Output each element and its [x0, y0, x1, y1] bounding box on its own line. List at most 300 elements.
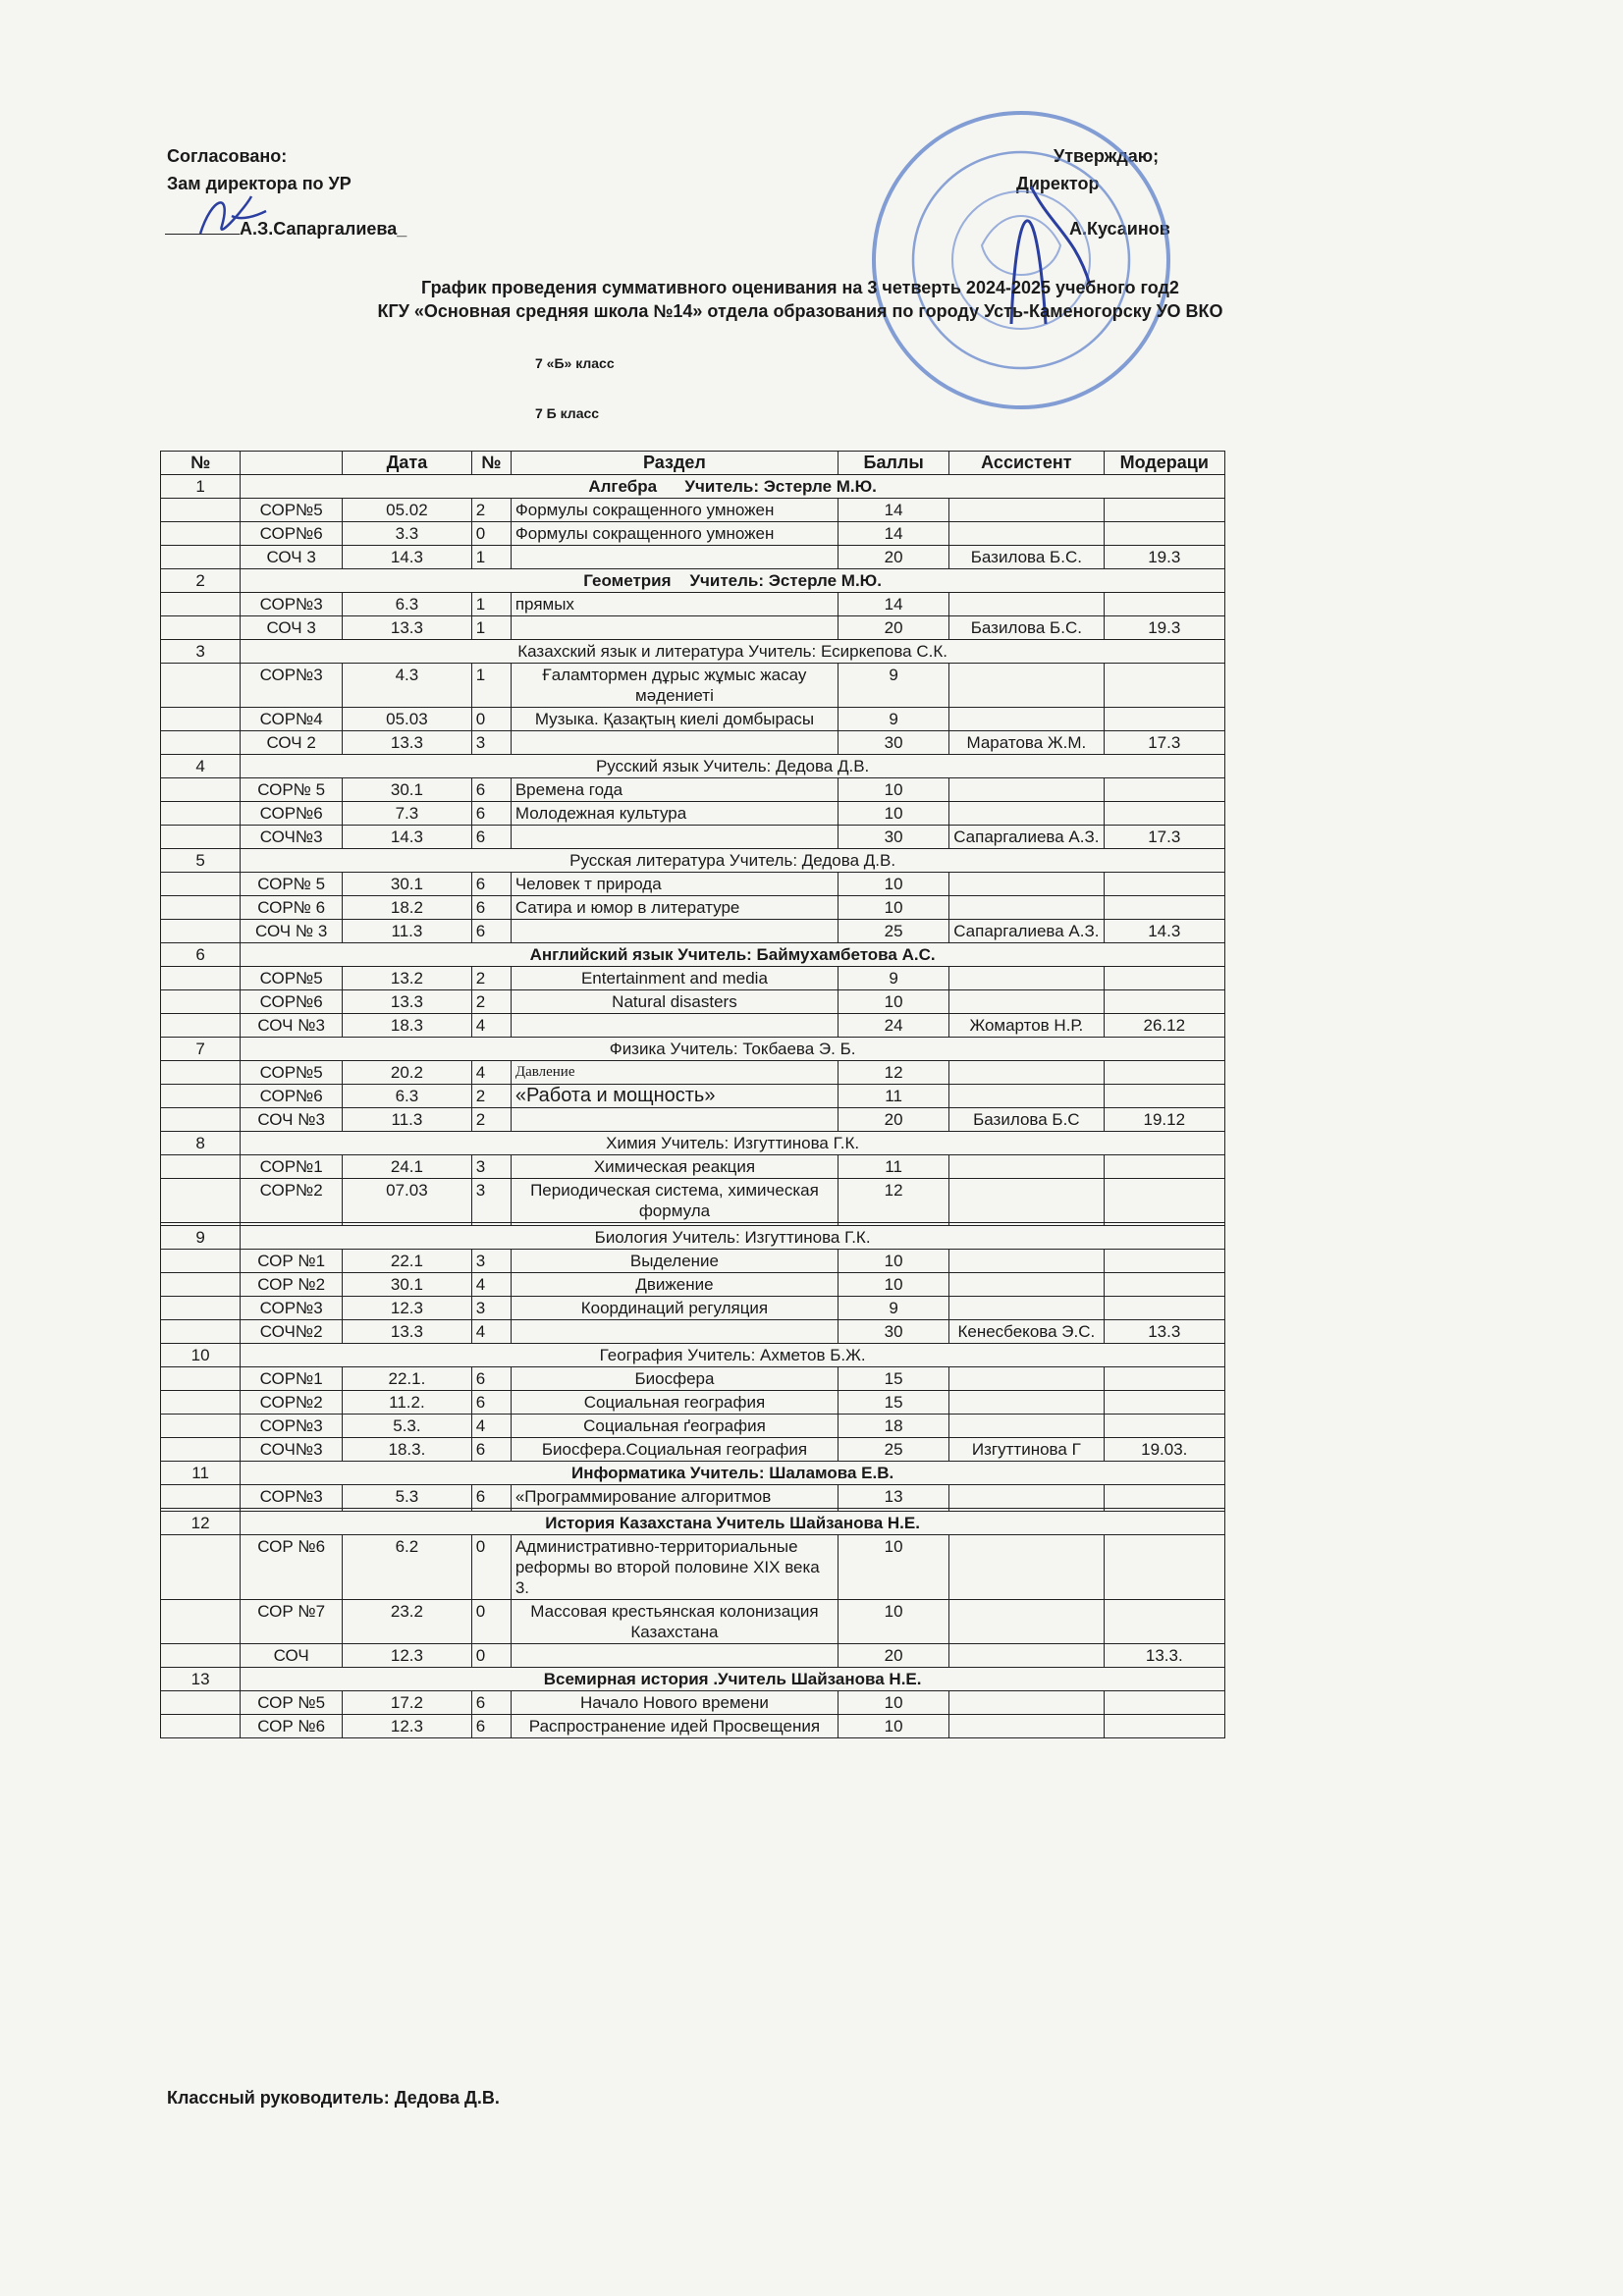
assessment-points: 10: [839, 1250, 949, 1273]
assessment-date: 13.3: [343, 616, 472, 640]
col-number: №: [161, 452, 241, 475]
table-row: [161, 1250, 1225, 1273]
assessment-assistant: Маратова Ж.М.: [949, 731, 1104, 755]
assessment-assistant: Базилова Б.С.: [949, 546, 1104, 569]
empty-cell: [161, 920, 241, 943]
assessment-section: Начало Нового времени: [511, 1691, 838, 1715]
table-row: [161, 1179, 1225, 1223]
assessment-points: 9: [839, 664, 949, 708]
assessment-section: «Программирование алгоритмов: [511, 1485, 838, 1509]
subject-number: 1: [161, 475, 241, 499]
title-line-2: КГУ «Основная средняя школа №14» отдела образования по городу Усть-Каменогорску УО ВКО: [377, 301, 1223, 321]
assessment-points: 24: [839, 1014, 949, 1038]
assessment-num: 2: [471, 967, 511, 990]
assessment-points: 10: [839, 873, 949, 896]
assessment-date: 22.1.: [343, 1367, 472, 1391]
assessment-section: Периодическая система, химическая формула: [511, 1179, 838, 1223]
table-row: [161, 1438, 1225, 1462]
empty-cell: [161, 1691, 241, 1715]
empty-cell: [161, 873, 241, 896]
subject-row: [161, 1038, 1225, 1061]
assessment-type: СОР№3: [241, 1297, 343, 1320]
assessment-moderation: [1104, 593, 1224, 616]
assessment-points: 20: [839, 616, 949, 640]
assessment-date: 11.2.: [343, 1391, 472, 1415]
empty-cell: [161, 522, 241, 546]
assessment-assistant: [949, 873, 1104, 896]
assessment-date: 12.3: [343, 1297, 472, 1320]
assessment-date: 30.1: [343, 873, 472, 896]
empty-cell: [161, 1415, 241, 1438]
assessment-assistant: [949, 664, 1104, 708]
assessment-points: 11: [839, 1085, 949, 1108]
table-row: [161, 546, 1225, 569]
assessment-type: СОР№6: [241, 1085, 343, 1108]
assessment-num: 6: [471, 873, 511, 896]
assessment-section: Химическая реакция: [511, 1155, 838, 1179]
assessment-assistant: [949, 522, 1104, 546]
subject-row: [161, 1668, 1225, 1691]
subject-number: 8: [161, 1132, 241, 1155]
empty-cell: [161, 1273, 241, 1297]
col-date: Дата: [343, 452, 472, 475]
assessment-type: СОР№6: [241, 802, 343, 826]
assessment-points: 20: [839, 1108, 949, 1132]
table-row: [161, 802, 1225, 826]
assessment-section: Natural disasters: [511, 990, 838, 1014]
assessment-num: 6: [471, 802, 511, 826]
table-row: [161, 967, 1225, 990]
subject-title: География Учитель: Ахметов Б.Ж.: [241, 1344, 1225, 1367]
subject-title: Алгебра Учитель: Эстерле М.Ю.: [241, 475, 1225, 499]
deputy-label: Зам директора по УР: [167, 174, 352, 193]
assessment-assistant: [949, 1250, 1104, 1273]
assessment-moderation: 17.3: [1104, 826, 1224, 849]
assessment-section: Человек т природа: [511, 873, 838, 896]
assessment-moderation: [1104, 1273, 1224, 1297]
table-row: [161, 1391, 1225, 1415]
assessment-assistant: Сапаргалиева А.З.: [949, 920, 1104, 943]
assessment-moderation: [1104, 1691, 1224, 1715]
table-row: [161, 896, 1225, 920]
assessment-moderation: [1104, 1250, 1224, 1273]
empty-cell: [161, 1391, 241, 1415]
assessment-moderation: [1104, 1535, 1224, 1600]
subject-title: Геометрия Учитель: Эстерле М.Ю.: [241, 569, 1225, 593]
assessment-date: 13.2: [343, 967, 472, 990]
assessment-points: 9: [839, 708, 949, 731]
assessment-moderation: [1104, 1179, 1224, 1223]
assessment-section: Времена года: [511, 778, 838, 802]
assessment-moderation: 26.12: [1104, 1014, 1224, 1038]
table-row: [161, 1485, 1225, 1509]
assessment-assistant: [949, 1273, 1104, 1297]
assessment-moderation: [1104, 967, 1224, 990]
assessment-type: СОЧ: [241, 1644, 343, 1668]
assessment-num: 6: [471, 1715, 511, 1738]
official-seal: [864, 98, 1178, 422]
table-row: [161, 1691, 1225, 1715]
table-row: [161, 664, 1225, 708]
assessment-type: СОЧ 2: [241, 731, 343, 755]
table-row: [161, 522, 1225, 546]
assessment-type: СОЧ№2: [241, 1320, 343, 1344]
assessment-section: Социальная география: [511, 1391, 838, 1415]
assessment-moderation: 19.03.: [1104, 1438, 1224, 1462]
agreed-label: Согласовано:: [167, 146, 288, 166]
assessment-date: 13.3: [343, 731, 472, 755]
assessment-num: 4: [471, 1415, 511, 1438]
assessment-type: СОР№5: [241, 1061, 343, 1085]
assessment-type: СОР№6: [241, 522, 343, 546]
assessment-moderation: [1104, 1415, 1224, 1438]
assessment-num: 6: [471, 1691, 511, 1715]
assessment-section: Распространение идей Просвещения: [511, 1715, 838, 1738]
assessment-num: 1: [471, 664, 511, 708]
assessment-type: СОЧ №3: [241, 1108, 343, 1132]
assessment-num: 0: [471, 1600, 511, 1644]
empty-cell: [161, 826, 241, 849]
assessment-section: Ғаламтормен дұрыс жұмыс жасау мәдениеті: [511, 664, 838, 708]
empty-cell: [161, 616, 241, 640]
assessment-points: 10: [839, 1273, 949, 1297]
assessment-section: [511, 1014, 838, 1038]
table-row: [161, 1715, 1225, 1738]
assessment-type: СОР№4: [241, 708, 343, 731]
empty-cell: [161, 1108, 241, 1132]
assessment-section: Формулы сокращенного умножен: [511, 499, 838, 522]
empty-cell: [161, 708, 241, 731]
assessment-num: 0: [471, 522, 511, 546]
assessment-type: СОЧ № 3: [241, 920, 343, 943]
assessment-assistant: [949, 1367, 1104, 1391]
assessment-moderation: [1104, 499, 1224, 522]
table-row: [161, 708, 1225, 731]
table-row: [161, 1297, 1225, 1320]
assessment-moderation: [1104, 522, 1224, 546]
assessment-section: Массовая крестьянская колонизация Казахстана: [511, 1600, 838, 1644]
assessment-date: 14.3: [343, 546, 472, 569]
table-row: [161, 1155, 1225, 1179]
assessment-moderation: [1104, 1061, 1224, 1085]
empty-cell: [161, 664, 241, 708]
table-row: [161, 778, 1225, 802]
table-row: [161, 1014, 1225, 1038]
assessment-assistant: Жомартов Н.Р.: [949, 1014, 1104, 1038]
assessment-num: 3: [471, 731, 511, 755]
subject-number: 3: [161, 640, 241, 664]
assessment-assistant: [949, 1485, 1104, 1509]
assessment-date: 17.2: [343, 1691, 472, 1715]
assessment-date: 12.3: [343, 1644, 472, 1668]
subject-title: Русский язык Учитель: Дедова Д.В.: [241, 755, 1225, 778]
empty-cell: [161, 1485, 241, 1509]
assessment-moderation: 19.12: [1104, 1108, 1224, 1132]
assessment-type: СОР№ 5: [241, 873, 343, 896]
subject-number: 7: [161, 1038, 241, 1061]
assessment-assistant: [949, 593, 1104, 616]
assessment-date: 5.3: [343, 1485, 472, 1509]
assessment-moderation: [1104, 1600, 1224, 1644]
table-row: [161, 1644, 1225, 1668]
class-line-1: 7 «Б» класс: [535, 355, 615, 371]
empty-cell: [161, 896, 241, 920]
assessment-assistant: Сапаргалиева А.З.: [949, 826, 1104, 849]
assessment-date: 14.3: [343, 826, 472, 849]
empty-cell: [161, 731, 241, 755]
assessment-assistant: [949, 778, 1104, 802]
assessment-date: 07.03: [343, 1179, 472, 1223]
table-row: [161, 920, 1225, 943]
table-row: [161, 731, 1225, 755]
assessment-num: 1: [471, 546, 511, 569]
assessment-type: СОР №1: [241, 1250, 343, 1273]
assessment-num: 6: [471, 1391, 511, 1415]
assessment-points: 18: [839, 1415, 949, 1438]
empty-cell: [161, 1715, 241, 1738]
assessment-points: 11: [839, 1155, 949, 1179]
empty-cell: [161, 1320, 241, 1344]
assessment-type: СОР№5: [241, 499, 343, 522]
assessment-num: 4: [471, 1061, 511, 1085]
col-assistant: Ассистент: [949, 452, 1104, 475]
subject-row: [161, 849, 1225, 873]
assessment-section: [511, 826, 838, 849]
assessment-points: 30: [839, 731, 949, 755]
assessment-assistant: [949, 1297, 1104, 1320]
assessment-type: СОР№1: [241, 1367, 343, 1391]
table-row: [161, 873, 1225, 896]
assessment-section: Выделение: [511, 1250, 838, 1273]
title-line-1: График проведения суммативного оценивания на 3 четверть 2024-2025 учебного год2: [421, 278, 1179, 297]
subject-row: [161, 1462, 1225, 1485]
assessment-assistant: Кенесбекова Э.С.: [949, 1320, 1104, 1344]
empty-cell: [161, 593, 241, 616]
assessment-num: 6: [471, 896, 511, 920]
empty-cell: [161, 1600, 241, 1644]
subject-row: [161, 475, 1225, 499]
table-row: [161, 1273, 1225, 1297]
assessment-section: Биосфера.Социальная география: [511, 1438, 838, 1462]
assessment-type: СОР №5: [241, 1691, 343, 1715]
col-points: Баллы: [839, 452, 949, 475]
subject-title: Физика Учитель: Токбаева Э. Б.: [241, 1038, 1225, 1061]
assessment-num: 1: [471, 616, 511, 640]
assessment-section: Административно-территориальные реформы во второй половине XIX века 3.: [511, 1535, 838, 1600]
empty-cell: [161, 1014, 241, 1038]
class-line-2: 7 Б класс: [535, 405, 600, 421]
assessment-date: 05.03: [343, 708, 472, 731]
assessment-section: [511, 1644, 838, 1668]
empty-cell: [161, 778, 241, 802]
assessment-num: 6: [471, 1438, 511, 1462]
subject-row: [161, 1512, 1225, 1535]
assessment-date: 24.1: [343, 1155, 472, 1179]
assessment-num: 1: [471, 593, 511, 616]
assessment-date: 20.2: [343, 1061, 472, 1085]
assessment-points: 13: [839, 1485, 949, 1509]
assessment-moderation: [1104, 896, 1224, 920]
assessment-num: 0: [471, 1644, 511, 1668]
assessment-moderation: [1104, 802, 1224, 826]
assessment-moderation: 14.3: [1104, 920, 1224, 943]
empty-cell: [161, 967, 241, 990]
deputy-name: А.З.Сапаргалиева_: [240, 219, 407, 239]
subject-number: 9: [161, 1226, 241, 1250]
assessment-type: СОР№2: [241, 1179, 343, 1223]
assessment-type: СОР№6: [241, 990, 343, 1014]
assessment-section: [511, 546, 838, 569]
assessment-points: 12: [839, 1061, 949, 1085]
assessment-points: 9: [839, 1297, 949, 1320]
assessment-assistant: [949, 1535, 1104, 1600]
assessment-date: 11.3: [343, 920, 472, 943]
assessment-date: 30.1: [343, 778, 472, 802]
assessment-type: СОР№3: [241, 593, 343, 616]
assessment-type: СОР№2: [241, 1391, 343, 1415]
assessment-num: 2: [471, 1108, 511, 1132]
assessment-section: Entertainment and media: [511, 967, 838, 990]
subject-row: [161, 640, 1225, 664]
subject-number: 10: [161, 1344, 241, 1367]
assessment-points: 20: [839, 546, 949, 569]
table-row: [161, 593, 1225, 616]
assessment-moderation: 13.3: [1104, 1320, 1224, 1344]
assessment-type: СОР№ 6: [241, 896, 343, 920]
subject-title: Информатика Учитель: Шаламова Е.В.: [241, 1462, 1225, 1485]
subject-title: Всемирная история .Учитель Шайзанова Н.Е.: [241, 1668, 1225, 1691]
assessment-type: СОР№5: [241, 967, 343, 990]
subject-row: [161, 1132, 1225, 1155]
assessment-moderation: [1104, 1391, 1224, 1415]
table-row: [161, 990, 1225, 1014]
assessment-date: 11.3: [343, 1108, 472, 1132]
assessment-moderation: [1104, 778, 1224, 802]
assessment-section: Формулы сокращенного умножен: [511, 522, 838, 546]
subject-title: Казахский язык и литература Учитель: Есиркепова С.К.: [241, 640, 1225, 664]
assessment-moderation: [1104, 873, 1224, 896]
assessment-assistant: [949, 1691, 1104, 1715]
subject-title: Биология Учитель: Изгуттинова Г.К.: [241, 1226, 1225, 1250]
deputy-signature: [192, 187, 271, 245]
assessment-type: СОЧ 3: [241, 546, 343, 569]
table-row: [161, 1367, 1225, 1391]
subject-row: [161, 1226, 1225, 1250]
empty-cell: [161, 1085, 241, 1108]
assessment-num: 6: [471, 1485, 511, 1509]
assessment-moderation: 13.3.: [1104, 1644, 1224, 1668]
assessment-num: 3: [471, 1155, 511, 1179]
approve-label: Утверждаю;: [1054, 146, 1160, 166]
assessment-date: 6.3: [343, 1085, 472, 1108]
empty-cell: [161, 1179, 241, 1223]
empty-cell: [161, 802, 241, 826]
assessment-moderation: [1104, 1155, 1224, 1179]
subject-number: 2: [161, 569, 241, 593]
empty-cell: [161, 1535, 241, 1600]
assessment-points: 10: [839, 802, 949, 826]
assessment-assistant: Базилова Б.С: [949, 1108, 1104, 1132]
assessment-points: 10: [839, 896, 949, 920]
assessment-moderation: [1104, 1297, 1224, 1320]
table-row: [161, 1085, 1225, 1108]
assessment-points: 14: [839, 593, 949, 616]
subject-title: История Казахстана Учитель Шайзанова Н.Е.: [241, 1512, 1225, 1535]
assessment-type: СОЧ 3: [241, 616, 343, 640]
assessment-date: 13.3: [343, 990, 472, 1014]
assessment-assistant: [949, 1415, 1104, 1438]
assessment-num: 6: [471, 778, 511, 802]
assessment-num: 6: [471, 1367, 511, 1391]
assessment-num: 3: [471, 1297, 511, 1320]
subject-row: [161, 1344, 1225, 1367]
assessment-type: СОР№3: [241, 1485, 343, 1509]
assessment-section: Биосфера: [511, 1367, 838, 1391]
table-row: [161, 1108, 1225, 1132]
assessment-points: 25: [839, 920, 949, 943]
assessment-section: [511, 1108, 838, 1132]
empty-cell: [161, 499, 241, 522]
assessment-date: 13.3: [343, 1320, 472, 1344]
assessment-assistant: [949, 1155, 1104, 1179]
assessment-num: 2: [471, 1085, 511, 1108]
assessment-section: Музыка. Қазақтың киелі домбырасы: [511, 708, 838, 731]
assessment-points: 15: [839, 1391, 949, 1415]
assessment-date: 3.3: [343, 522, 472, 546]
subject-title: Русская литература Учитель: Дедова Д.В.: [241, 849, 1225, 873]
assessment-type: СОР №2: [241, 1273, 343, 1297]
assessment-points: 10: [839, 778, 949, 802]
assessment-assistant: [949, 1061, 1104, 1085]
assessment-num: 6: [471, 826, 511, 849]
assessment-section: Давление: [511, 1061, 838, 1085]
assessment-moderation: [1104, 1715, 1224, 1738]
assessment-type: СОЧ №3: [241, 1014, 343, 1038]
assessment-num: 4: [471, 1320, 511, 1344]
assessment-points: 12: [839, 1179, 949, 1223]
assessment-date: 23.2: [343, 1600, 472, 1644]
assessment-num: 3: [471, 1250, 511, 1273]
assessment-type: СОР№3: [241, 664, 343, 708]
table-row: [161, 1320, 1225, 1344]
assessment-points: 10: [839, 1535, 949, 1600]
subject-title: Английский язык Учитель: Баймухамбетова А.С.: [241, 943, 1225, 967]
empty-cell: [161, 1061, 241, 1085]
table-row: [161, 499, 1225, 522]
assessment-type: СОР№1: [241, 1155, 343, 1179]
assessment-moderation: [1104, 1367, 1224, 1391]
assessment-assistant: Изгуттинова Г: [949, 1438, 1104, 1462]
assessment-date: 5.3.: [343, 1415, 472, 1438]
assessment-type: СОЧ№3: [241, 1438, 343, 1462]
assessment-moderation: [1104, 664, 1224, 708]
assessment-num: 0: [471, 708, 511, 731]
subject-row: [161, 943, 1225, 967]
assessment-section: Социальная ґеография: [511, 1415, 838, 1438]
subject-row: [161, 755, 1225, 778]
subject-row: [161, 569, 1225, 593]
assessment-moderation: 17.3: [1104, 731, 1224, 755]
assessment-moderation: [1104, 1485, 1224, 1509]
assessment-points: 15: [839, 1367, 949, 1391]
assessment-assistant: [949, 1179, 1104, 1223]
assessment-date: 30.1: [343, 1273, 472, 1297]
assessment-date: 6.3: [343, 593, 472, 616]
subject-number: 11: [161, 1462, 241, 1485]
assessment-points: 20: [839, 1644, 949, 1668]
assessment-num: 3: [471, 1179, 511, 1223]
assessment-date: 7.3: [343, 802, 472, 826]
